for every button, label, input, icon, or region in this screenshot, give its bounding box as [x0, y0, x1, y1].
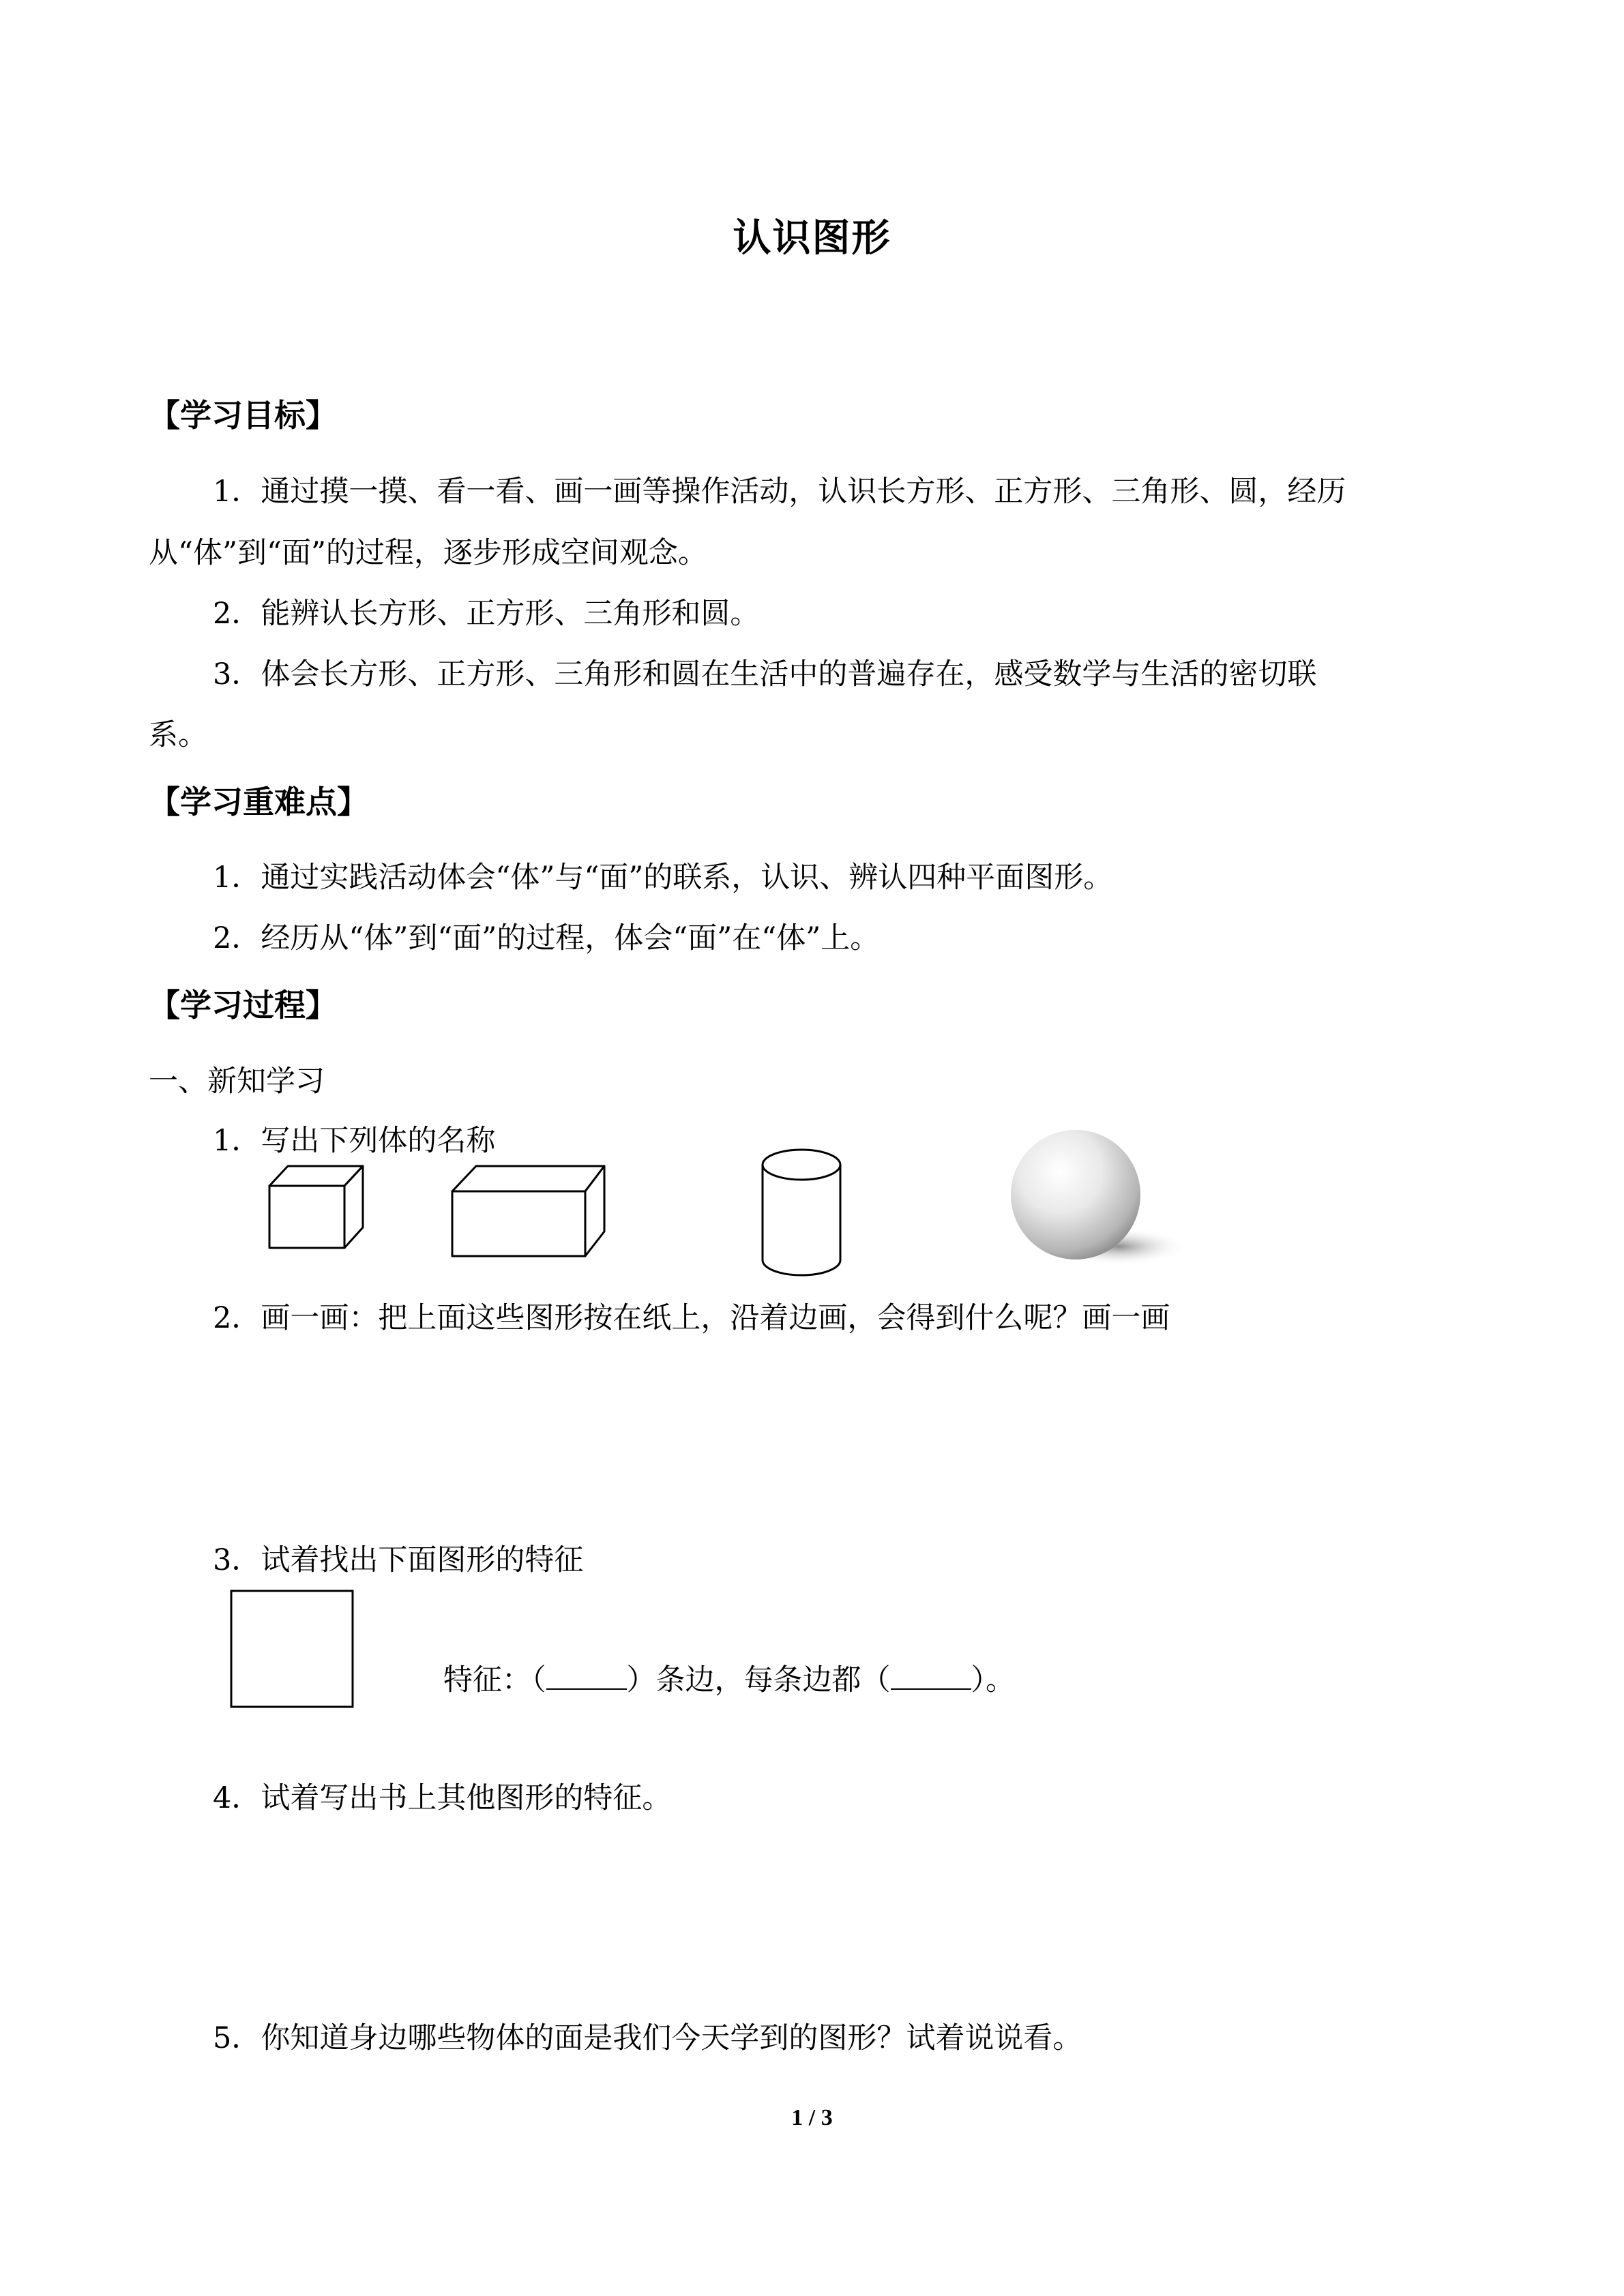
question-5: 5．你知道身边哪些物体的面是我们今天学到的图形？试着说说看。: [213, 2021, 1082, 2055]
feature-end: ）。: [971, 1663, 1015, 1697]
question-1: 1．写出下列体的名称: [213, 1124, 496, 1158]
cube-icon: [266, 1161, 365, 1253]
objective-item-2: 2．能辨认长方形、正方形、三角形和圆。: [213, 597, 760, 631]
question-3: 3．试着找出下面图形的特征: [213, 1543, 584, 1577]
objective-item-3-line-1: 3．体会长方形、正方形、三角形和圆在生活中的普遍存在，感受数学与生活的密切联: [213, 657, 1317, 691]
key-point-item-1: 1．通过实践活动体会“体”与“面”的联系，认识、辨认四种平面图形。: [213, 861, 1113, 895]
key-point-item-2: 2．经历从“体”到“面”的过程，体会“面”在“体”上。: [213, 921, 880, 955]
process-subheading: 一、新知学习: [149, 1064, 325, 1099]
question-4: 4．试着写出书上其他图形的特征。: [213, 1781, 672, 1815]
question-3-feature-line: [443, 1664, 1015, 1695]
objective-item-1-line-1: 1．通过摸一摸、看一看、画一画等操作活动，认识长方形、正方形、三角形、圆，经历: [213, 475, 1346, 509]
objective-item-1-line-2: 从“体”到“面”的过程，逐步形成空间观念。: [149, 536, 707, 570]
question-2: 2．画一画：把上面这些图形按在纸上，沿着边画，会得到什么呢？画一画: [213, 1301, 1170, 1335]
cuboid-icon: [449, 1161, 607, 1259]
section-heading-objectives: 【学习目标】: [149, 397, 337, 434]
cylinder-icon: [757, 1146, 846, 1282]
square-icon: [229, 1589, 356, 1710]
feature-mid: ）条边，每条边都（: [626, 1663, 891, 1697]
section-heading-key-points: 【学习重难点】: [149, 784, 368, 820]
blank-side-count[interactable]: [546, 1664, 627, 1690]
sphere-icon: [1006, 1125, 1190, 1275]
page-title: 认识图形: [733, 216, 891, 260]
blank-side-property[interactable]: [891, 1664, 971, 1690]
feature-prefix: 特征：（: [443, 1663, 546, 1697]
objective-item-3-line-2: 系。: [149, 718, 207, 752]
page-number: 1 / 3: [791, 2105, 833, 2130]
section-heading-process: 【学习过程】: [149, 987, 337, 1024]
